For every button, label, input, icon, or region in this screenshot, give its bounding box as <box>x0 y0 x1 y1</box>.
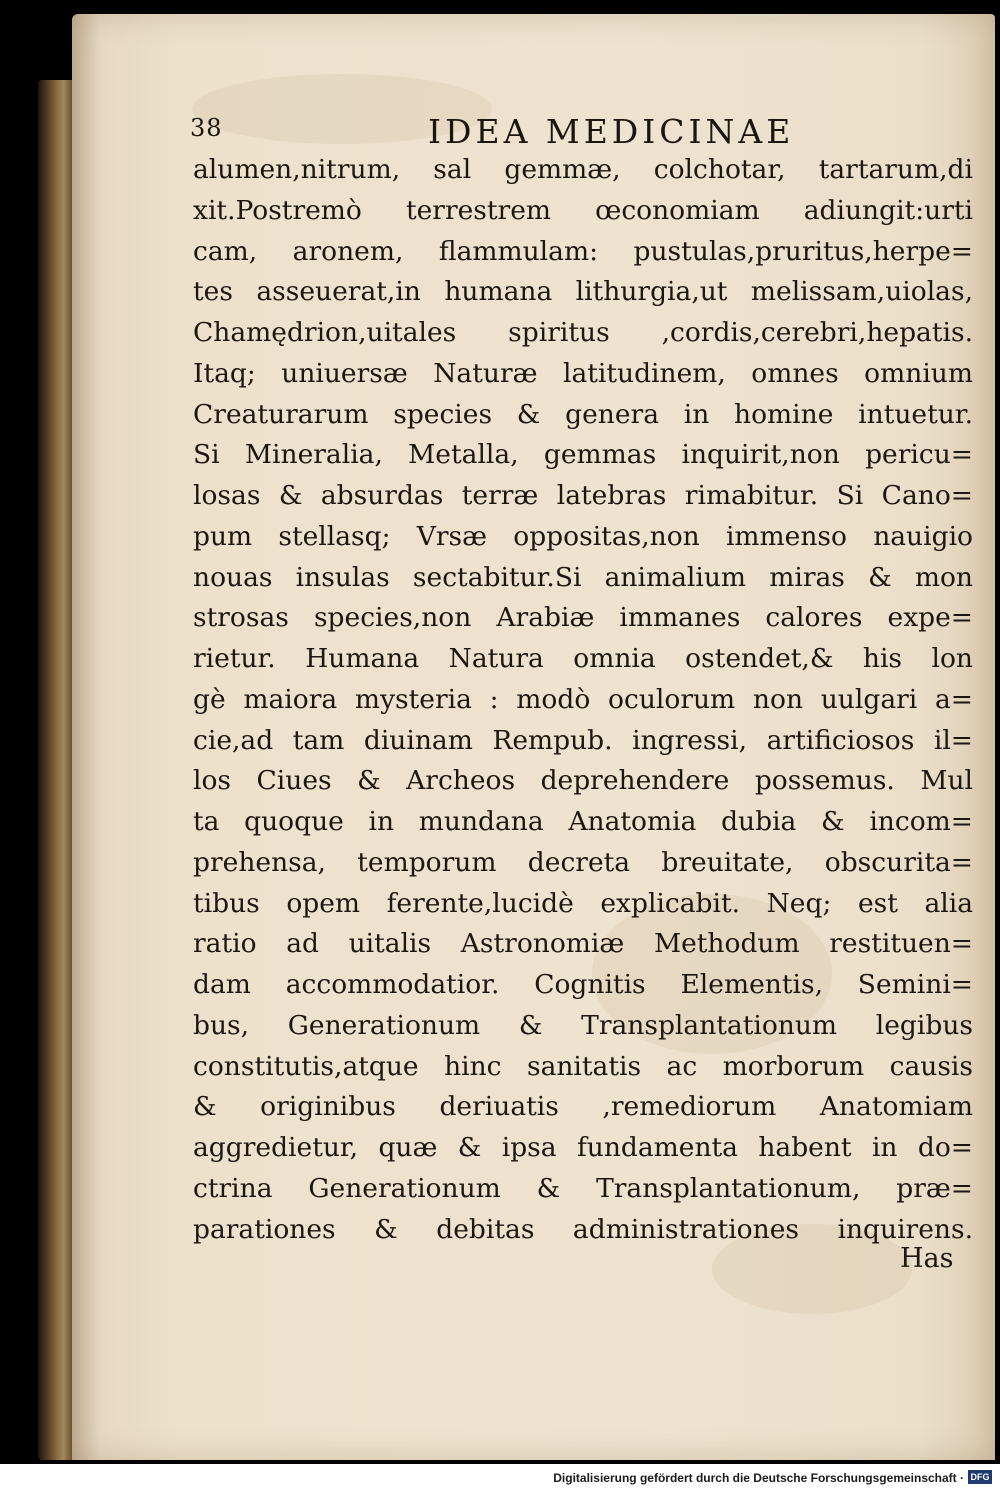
text-line: Chamędrion,uitales spiritus ,cordis,cerebri,hepatis. <box>193 317 973 348</box>
text-line: bus, Generationum & Transplantationum legibus <box>193 1009 973 1041</box>
text-line: nouas insulas sectabitur.Si animalium miras & mon <box>193 561 973 593</box>
page-header <box>190 112 890 152</box>
text-line: parationes & debitas administrationes inquirens. <box>193 1213 973 1245</box>
text-line: los Ciues & Archeos deprehendere possemus. Mul <box>193 765 973 797</box>
text-line: prehensa, temporum decreta breuitate, obscurita= <box>193 846 973 878</box>
running-head: IDEA MEDICINAE <box>428 112 795 151</box>
text-line: pum stellasq; Vrsæ oppositas,non immenso nauigio <box>193 520 973 552</box>
book-binding-edge <box>38 80 72 1460</box>
text-line: Itaq; uniuersæ Naturæ latitudinem, omnes omnium <box>193 357 973 389</box>
text-line: cie,ad tam diuinam Rempub. ingressi, artificiosos il= <box>193 724 973 756</box>
text-line: Creaturarum species & genera in homine intuetur. <box>193 398 973 430</box>
text-line: tes asseuerat,in humana lithurgia,ut melissam,uiolas, <box>193 276 973 308</box>
text-line: ta quoque in mundana Anatomia dubia & incom= <box>193 806 973 837</box>
text-line: losas & absurdas terræ latebras rimabitur. Si Cano= <box>193 480 973 511</box>
text-line: dam accommodatior. Cognitis Elementis, Semini= <box>193 969 973 1000</box>
text-line: cam, aronem, flammulam: pustulas,pruritus,herpe= <box>193 235 973 267</box>
digitization-credit: Digitalisierung gefördert durch die Deutsche Forschungsgemeinschaft · <box>553 1471 964 1485</box>
text-line: Si Mineralia, Metalla, gemmas inquirit,non pericu= <box>193 439 973 471</box>
text-line: & originibus deriuatis ,remediorum Anatomiam <box>193 1091 973 1123</box>
text-line: gè maiora mysteria : modò oculorum non uulgari a= <box>193 683 973 715</box>
text-line: ctrina Generationum & Transplantationum, præ= <box>193 1172 973 1204</box>
page-number: 38 <box>190 114 223 142</box>
text-line: ratio ad uitalis Astronomiæ Methodum restituen= <box>193 928 973 960</box>
body-text <box>193 150 973 1250</box>
catchword: Has <box>900 1243 954 1274</box>
text-line: strosas species,non Arabiæ immanes calores expe= <box>193 602 973 634</box>
footer-bar <box>0 1464 1000 1490</box>
text-line: xit.Postremò terrestrem œconomiam adiungit:urti <box>193 194 973 226</box>
dfg-logo: DFG <box>968 1470 992 1484</box>
text-line: tibus opem ferente,lucidè explicabit. Neq; est alia <box>193 887 973 919</box>
text-line: aggredietur, quæ & ipsa fundamenta habent in do= <box>193 1132 973 1163</box>
text-line: alumen,nitrum, sal gemmæ, colchotar, tartarum,di <box>193 154 973 185</box>
text-line: rietur. Humana Natura omnia ostendet,& his lon <box>193 643 973 674</box>
text-line: constitutis,atque hinc sanitatis ac morborum causis <box>193 1050 973 1082</box>
